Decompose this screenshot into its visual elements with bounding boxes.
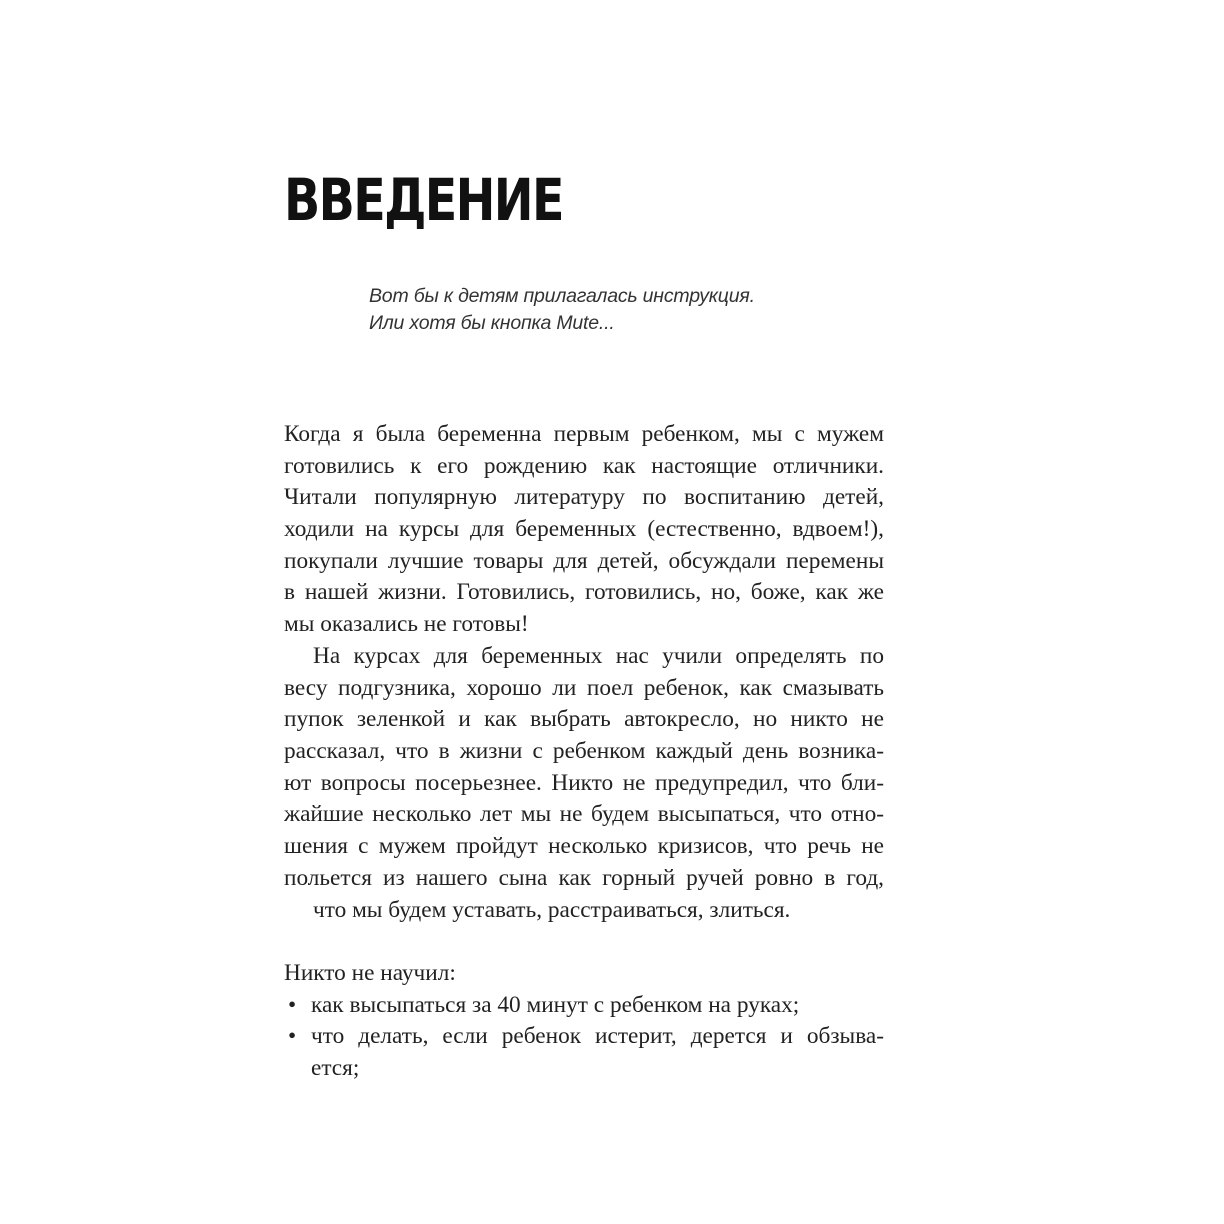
- paragraph-line: готовились к его рождению как настоящие отличники.: [284, 452, 884, 479]
- paragraph-1: [284, 419, 884, 641]
- bullet-icon: •: [288, 991, 297, 1018]
- paragraph-line: рассказал, что в жизни с ребенком каждый день возника-: [284, 738, 884, 765]
- epigraph: [369, 283, 755, 337]
- list-item-text: что делать, если ребенок истерит, дерется и обзыва-: [311, 1023, 884, 1050]
- paragraph-line: На курсах для беременных нас учили определять по: [313, 643, 884, 669]
- paragraph-line: жайшие несколько лет мы не будем высыпаться, что отно-: [284, 801, 884, 828]
- list-item-continuation: ется;: [311, 1055, 360, 1082]
- paragraph-line: шения с мужем пройдут несколько кризисов, что речь не: [284, 833, 884, 860]
- paragraph-line: пупок зеленкой и как выбрать автокресло, но никто не: [284, 706, 884, 733]
- paragraph-line: Когда я была беременна первым ребенком, мы с мужем: [284, 421, 884, 447]
- bullet-icon: •: [288, 1023, 297, 1050]
- paragraph-line: что мы будем уставать, расстраиваться, злиться.: [313, 896, 791, 923]
- paragraph-line: в нашей жизни. Готовились, готовились, но, боже, как же: [284, 579, 884, 606]
- paragraph-line: ют вопросы посерьезнее. Никто не предупредил, что бли-: [284, 769, 884, 796]
- epigraph-line: Или хотя бы кнопка Mute...: [369, 312, 615, 334]
- list-item: [284, 990, 884, 1022]
- list-item-text: как высыпаться за 40 минут с ребенком на руках;: [311, 991, 800, 1018]
- paragraph-2: [284, 641, 884, 926]
- chapter-title: ВВЕДЕНИЕ: [284, 166, 563, 234]
- paragraph-line: Читали популярную литературу по воспитанию детей,: [284, 484, 884, 511]
- paragraph-line: мы оказались не готовы!: [284, 611, 529, 638]
- paragraph-line: ходили на курсы для беременных (естественно, вдвоем!),: [284, 516, 884, 543]
- epigraph-line: Вот бы к детям прилагалась инструкция.: [369, 285, 755, 307]
- paragraph-line: польется из нашего сына как горный ручей ровно в год,: [284, 864, 884, 891]
- list-section: [284, 958, 884, 1085]
- paragraph-line: весу подгузника, хорошо ли поел ребенок, как смазывать: [284, 674, 884, 701]
- list-item: [284, 1021, 884, 1053]
- paragraph-line: покупали лучшие товары для детей, обсуждали перемены: [284, 547, 884, 574]
- list-intro: Никто не научил:: [284, 960, 456, 986]
